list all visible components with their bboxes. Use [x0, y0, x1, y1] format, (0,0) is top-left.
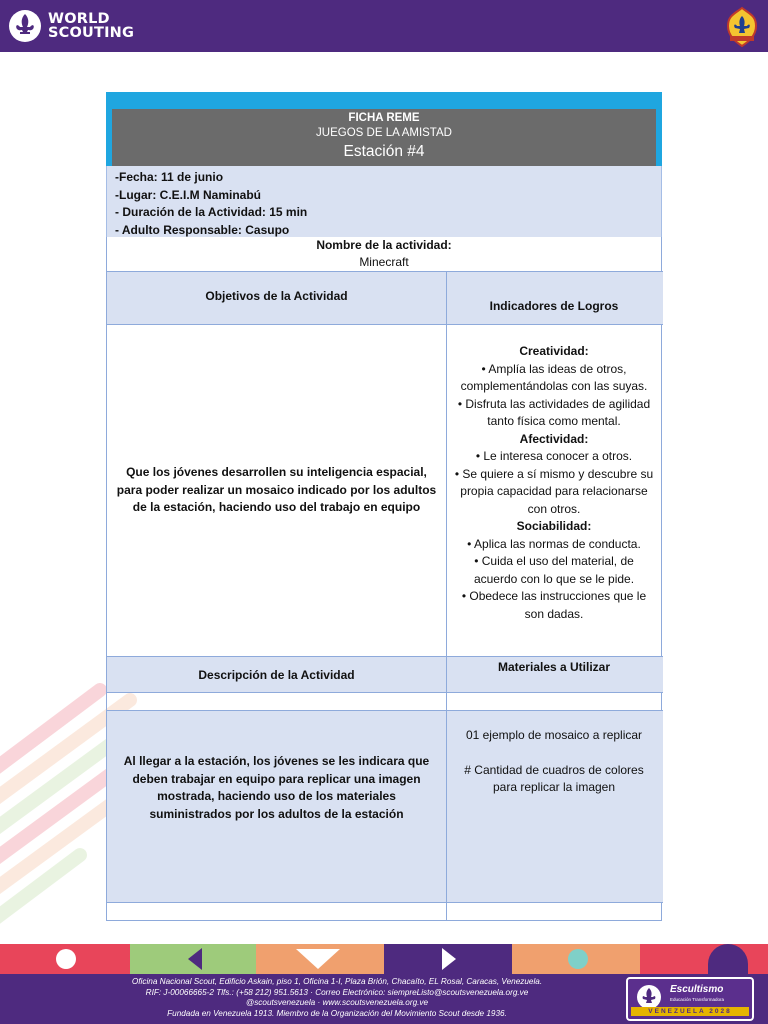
footer-line-2: RIF: J-00066665-2 Tlfs.: (+58 212) 951.5613 · Correo Electrónico: siempreListo@scoutsvenezuela.org.ve	[145, 987, 529, 997]
color-block	[384, 944, 512, 974]
spacer-cell	[107, 693, 447, 710]
info-responsible: - Adulto Responsable: Casupo	[115, 222, 290, 237]
badge-subtitle: Educación Transformadora	[670, 997, 725, 1002]
color-block	[130, 944, 256, 974]
indicator-heading-sociabilidad: Sociabilidad:	[516, 519, 592, 533]
info-place: -Lugar: C.E.I.M Naminabú	[115, 187, 262, 202]
info-duration: - Duración de la Actividad: 15 min	[115, 205, 308, 219]
form-title: FICHA REME	[348, 112, 420, 124]
indicator-item: • Obedece las instrucciones que le son dadas.	[461, 589, 647, 621]
indicators-list	[447, 325, 661, 656]
indicator-item: • Le interesa conocer a otros.	[475, 449, 633, 463]
footer-line-4: Fundada en Venezuela 1913. Miembro de la Organización del Movimiento Scout desde 1936.	[167, 1008, 507, 1018]
material-item: # Cantidad de cuadros de colores para replicar la imagen	[464, 762, 644, 794]
form-grid	[106, 237, 662, 903]
activity-name-cell	[107, 237, 661, 271]
material-item: 01 ejemplo de mosaico a replicar	[465, 728, 643, 742]
objective-text: Que los jóvenes desarrollen su inteligencia espacial, para poder realizar un mosaico indicado por los adultos de la estación, haciendo uso del trabajo en equipo	[107, 325, 447, 656]
title-banner	[112, 109, 656, 167]
form-subtitle: JUEGOS DE LA AMISTAD	[316, 127, 452, 139]
spacer-cell	[447, 693, 661, 710]
indicator-item: • Aplica las normas de conducta.	[467, 536, 641, 551]
triangle-right-shape	[442, 948, 456, 970]
color-block	[640, 944, 768, 974]
badge-title: Escultismo	[670, 984, 724, 995]
materials-list	[447, 711, 661, 902]
description-content-row	[107, 711, 663, 903]
description-header: Descripción de la Actividad	[107, 657, 447, 692]
trapezoid-shape	[296, 949, 340, 969]
activity-name-label: Nombre de la actividad:	[316, 238, 452, 252]
description-text: Al llegar a la estación, los jóvenes se les indicara que deben trabajar en equipo para replicar una imagen mostrada, haciendo uso de los materiales suministrados por los adultos de la estación	[107, 711, 447, 902]
indicator-heading-creatividad: Creatividad:	[519, 344, 589, 358]
activity-name-row	[107, 237, 663, 272]
station-label: Estación #4	[343, 143, 425, 160]
indicators-header: Indicadores de Logros	[489, 299, 619, 313]
indicator-item: • Cuida el uso del material, de acuerdo con lo que se le pide.	[473, 554, 635, 586]
indicator-item: • Se quiere a sí mismo y descubre su propia capacidad para relacionarse con otros.	[454, 466, 654, 516]
objectives-content-row	[107, 325, 663, 657]
color-block	[512, 944, 640, 974]
empty-cell	[447, 903, 661, 920]
activity-info	[106, 166, 662, 237]
info-date: -Fecha: 11 de junio	[115, 170, 224, 184]
escultismo-badge	[626, 977, 754, 1021]
world-scouting-logo	[8, 8, 134, 44]
color-block	[256, 944, 384, 974]
objectives-header: Objetivos de la Actividad	[107, 272, 447, 324]
circle-shape	[568, 949, 588, 969]
activity-name-value: Minecraft	[359, 255, 409, 269]
scout-crest-icon	[724, 6, 760, 48]
footer-line-3: @scoutsvenezuela · www.scoutsvenezuela.org.ve	[245, 998, 429, 1007]
header-bar	[0, 0, 768, 52]
fleur-de-lis-icon	[8, 9, 42, 43]
badge-strip: VENEZUELA 2028	[631, 1007, 749, 1016]
color-block	[0, 944, 130, 974]
footer-line-1: Oficina Nacional Scout, Edificio Askain, piso 1, Oficina 1-I, Plaza Brión, Chacaíto, EL Rosal, Caracas, Venezuela.	[131, 977, 543, 986]
half-circle-shape	[708, 944, 748, 974]
bottom-empty-row	[106, 903, 662, 921]
objectives-header-row	[107, 272, 663, 325]
empty-cell	[107, 903, 447, 920]
materials-header: Materiales a Utilizar	[497, 660, 611, 674]
reme-form	[106, 92, 662, 821]
indicator-item: • Disfruta las actividades de agilidad tanto física como mental.	[457, 396, 651, 428]
footer-color-band	[0, 944, 768, 974]
description-header-row	[107, 657, 663, 693]
spacer-row	[107, 693, 663, 711]
circle-shape	[56, 949, 76, 969]
brand-line-2: SCOUTING	[48, 25, 135, 41]
brand-line-1: WORLD	[48, 11, 110, 27]
indicator-item: • Amplía las ideas de otros, complementándolas con las suyas.	[460, 361, 648, 393]
indicator-heading-afectividad: Afectividad:	[519, 431, 589, 446]
brand-wordmark	[48, 12, 134, 40]
footer-bar	[0, 974, 768, 1024]
footer-address	[72, 977, 602, 1019]
triangle-left-shape	[188, 948, 202, 970]
